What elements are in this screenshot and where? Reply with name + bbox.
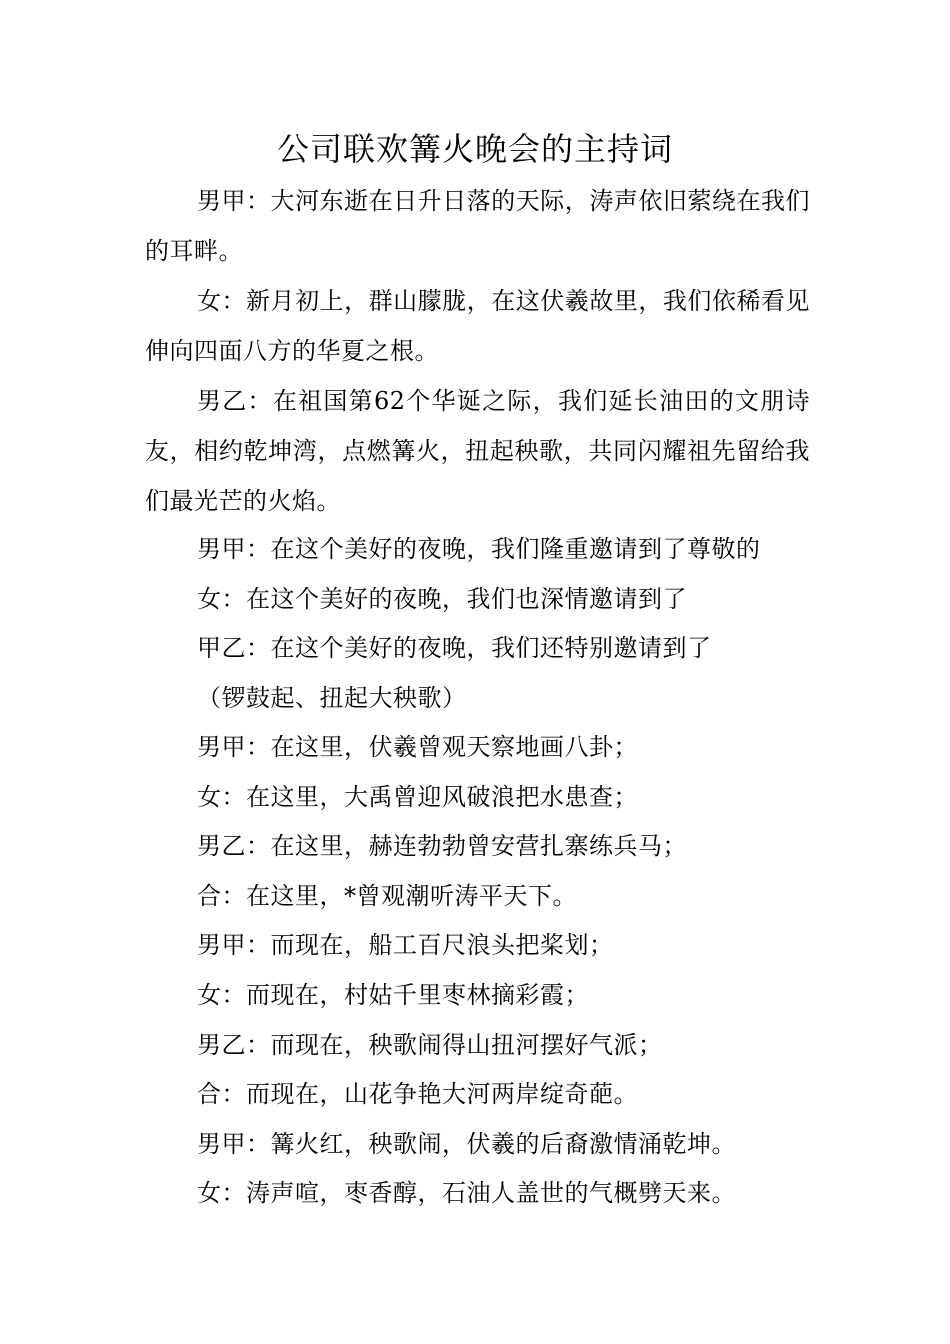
dialogue-line: 男乙：而现在，秧歌闹得山扭河摆好气派；	[197, 1031, 663, 1059]
dialogue-line: 甲乙：在这个美好的夜晚，我们还特别邀请到了	[197, 634, 712, 662]
dialogue-line: 男甲：而现在，船工百尺浪头把桨划；	[197, 931, 614, 959]
dialogue-line: 女：而现在，村姑千里枣林摘彩霞；	[197, 981, 589, 1009]
dialogue-line: 男甲：篝火红，秧歌闹，伏羲的后裔激情涌乾坤。	[197, 1130, 736, 1158]
paragraph-2: 女：新月初上，群山朦胧，在这伏羲故里，我们依稀看见伸向四面八方的华夏之根。	[145, 287, 810, 365]
dialogue-line: 男乙：在这里，赫连勃勃曾安营扎寨练兵马；	[197, 832, 687, 860]
dialogue-line: 女：在这个美好的夜晚，我们也深情邀请到了	[197, 585, 687, 613]
dialogue-line: 男甲：在这里，伏羲曾观天察地画八卦；	[197, 733, 638, 761]
dialogue-line: 合：在这里，*曾观潮听涛平天下。	[197, 882, 577, 910]
paragraph-3: 男乙：在祖国第62个华诞之际，我们延长油田的文朋诗友，相约乾坤湾，点燃篝火，扭起秧歌，共同闪耀祖先留给我们最光芒的火焰。	[145, 387, 810, 515]
dialogue-line: 女：涛声喧，枣香醇，石油人盖世的气概劈天来。	[197, 1179, 736, 1207]
stage-direction: （锣鼓起、扭起大秧歌）	[197, 684, 467, 712]
paragraph-1: 男甲：大河东逝在日升日落的天际，涛声依旧萦绕在我们的耳畔。	[145, 187, 810, 265]
dialogue-line: 合：而现在，山花争艳大河两岸绽奇葩。	[197, 1080, 638, 1108]
dialogue-line: 女：在这里，大禹曾迎风破浪把水患查；	[197, 783, 638, 811]
document-title: 公司联欢篝火晚会的主持词	[276, 130, 673, 168]
dialogue-line: 男甲：在这个美好的夜晚，我们隆重邀请到了尊敬的	[197, 535, 761, 563]
